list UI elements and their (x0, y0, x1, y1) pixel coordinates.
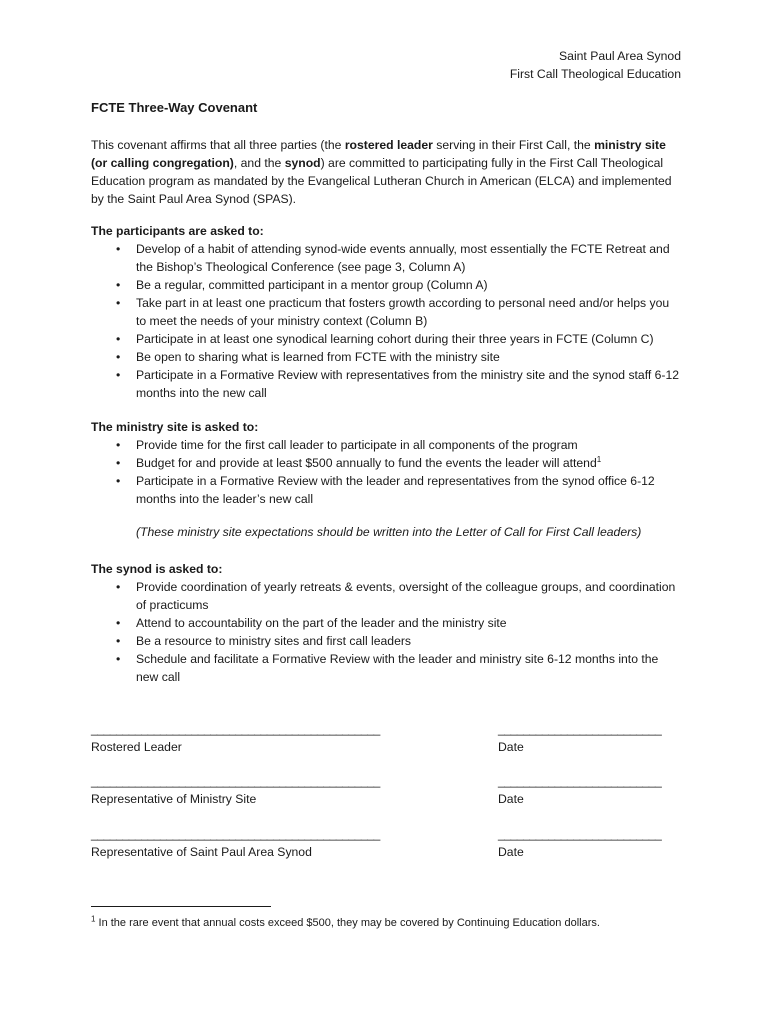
signature-row-ministry-site (91, 772, 681, 812)
signature-row-synod (91, 825, 681, 865)
bullet-icon: • (116, 456, 121, 470)
footnote-divider (91, 906, 271, 907)
list-item (91, 650, 681, 686)
list-item-text: Be a resource to ministry sites and first call leaders (136, 634, 412, 648)
list-item (91, 348, 681, 366)
ministry-section (91, 418, 681, 508)
document-header (510, 47, 681, 83)
date-line[interactable]: __________________________ (498, 827, 662, 841)
list-item (91, 454, 681, 472)
synod-heading: The synod is asked to: (91, 562, 223, 576)
date-label: Date (498, 792, 524, 806)
bullet-icon: • (116, 242, 121, 256)
list-item (91, 294, 681, 330)
ministry-list (91, 436, 681, 508)
intro-bold-rostered-leader: rostered leader (344, 138, 433, 152)
intro-text: , and the (233, 156, 285, 170)
date-line[interactable]: __________________________ (498, 722, 662, 736)
bullet-icon: • (116, 616, 121, 630)
bullet-icon: • (116, 368, 121, 382)
bullet-icon: • (116, 332, 121, 346)
list-item-text: Participate in a Formative Review with representatives from the ministry site and the synod staff 6-12 months into the new call (136, 368, 680, 400)
signature-label: Rostered Leader (91, 740, 182, 754)
intro-bold-synod: synod (284, 156, 321, 170)
bullet-icon: • (116, 474, 121, 488)
list-item-text: Participate in at least one synodical learning cohort during their three years in FCTE (Column C) (136, 332, 654, 346)
synod-section (91, 560, 681, 686)
footnote (91, 914, 600, 932)
list-item (91, 578, 681, 614)
ministry-heading: The ministry site is asked to: (91, 420, 259, 434)
intro-bold-ministry-site: ministry site (or calling congregation) (91, 138, 666, 170)
list-item (91, 614, 681, 632)
document-title: FCTE Three-Way Covenant (91, 100, 258, 115)
footnote-reference: 1 (596, 454, 602, 464)
list-item (91, 240, 681, 276)
date-line[interactable]: __________________________ (498, 774, 662, 788)
list-item-text: Develop of a habit of attending synod-wide events annually, most essentially the FCTE Retreat and the Bishop’s Theological Conference (see page 3, Column A) (136, 242, 670, 274)
date-label: Date (498, 740, 524, 754)
footnote-marker: 1 (91, 914, 96, 924)
list-item (91, 632, 681, 650)
list-item-text: Participate in a Formative Review with the leader and representatives from the synod office 6-12 months into the leader’s new call (136, 474, 655, 506)
list-item-text: Be open to sharing what is learned from FCTE with the ministry site (136, 350, 500, 364)
bullet-icon: • (116, 652, 121, 666)
list-item-text: Attend to accountability on the part of the leader and the ministry site (136, 616, 507, 630)
list-item-text: Be a regular, committed participant in a mentor group (Column A) (136, 278, 488, 292)
list-item-text: Take part in at least one practicum that fosters growth according to personal need and/or helps you to meet the needs of your ministry context (Column B) (136, 296, 670, 328)
intro-paragraph (91, 136, 676, 208)
signature-line[interactable]: ______________________________________________ (91, 827, 380, 841)
header-organization: Saint Paul Area Synod (559, 49, 681, 63)
intro-text: This covenant affirms that all three parties (the (91, 138, 345, 152)
intro-text: ) are committed to participating fully in the First Call Theological Education program as mandated by the Evangelical Lutheran Church in American (ELCA) and implemented by the Saint Paul Area Synod (SPAS). (91, 156, 672, 206)
list-item-text: Provide coordination of yearly retreats & events, oversight of the colleague groups, and coordination of practicums (136, 580, 676, 612)
participants-section (91, 222, 681, 402)
signature-label: Representative of Saint Paul Area Synod (91, 845, 312, 859)
list-item-text: Provide time for the first call leader to participate in all components of the program (136, 438, 578, 452)
list-item (91, 366, 681, 402)
date-label: Date (498, 845, 524, 859)
signature-row-rostered-leader (91, 720, 681, 760)
bullet-icon: • (116, 438, 121, 452)
list-item (91, 472, 681, 508)
list-item (91, 436, 681, 454)
bullet-icon: • (116, 580, 121, 594)
synod-list (91, 578, 681, 686)
list-item-text: Budget for and provide at least $500 annually to fund the events the leader will attend (136, 456, 597, 470)
intro-text: serving in their First Call, the (432, 138, 595, 152)
list-item-text: Schedule and facilitate a Formative Review with the leader and ministry site 6-12 months into the new call (136, 652, 659, 684)
participants-list (91, 240, 681, 402)
bullet-icon: • (116, 350, 121, 364)
list-item (91, 330, 681, 348)
signature-line[interactable]: ______________________________________________ (91, 722, 380, 736)
ministry-note: (These ministry site expectations should be written into the Letter of Call for First Call leaders) (136, 525, 642, 539)
header-program: First Call Theological Education (509, 67, 681, 81)
list-item (91, 276, 681, 294)
bullet-icon: • (116, 634, 121, 648)
footnote-text: In the rare event that annual costs exceed $500, they may be covered by Continuing Education dollars. (95, 917, 600, 929)
participants-heading: The participants are asked to: (91, 224, 264, 238)
bullet-icon: • (116, 296, 121, 310)
signature-label: Representative of Ministry Site (91, 792, 257, 806)
bullet-icon: • (116, 278, 121, 292)
signature-line[interactable]: ______________________________________________ (91, 774, 380, 788)
